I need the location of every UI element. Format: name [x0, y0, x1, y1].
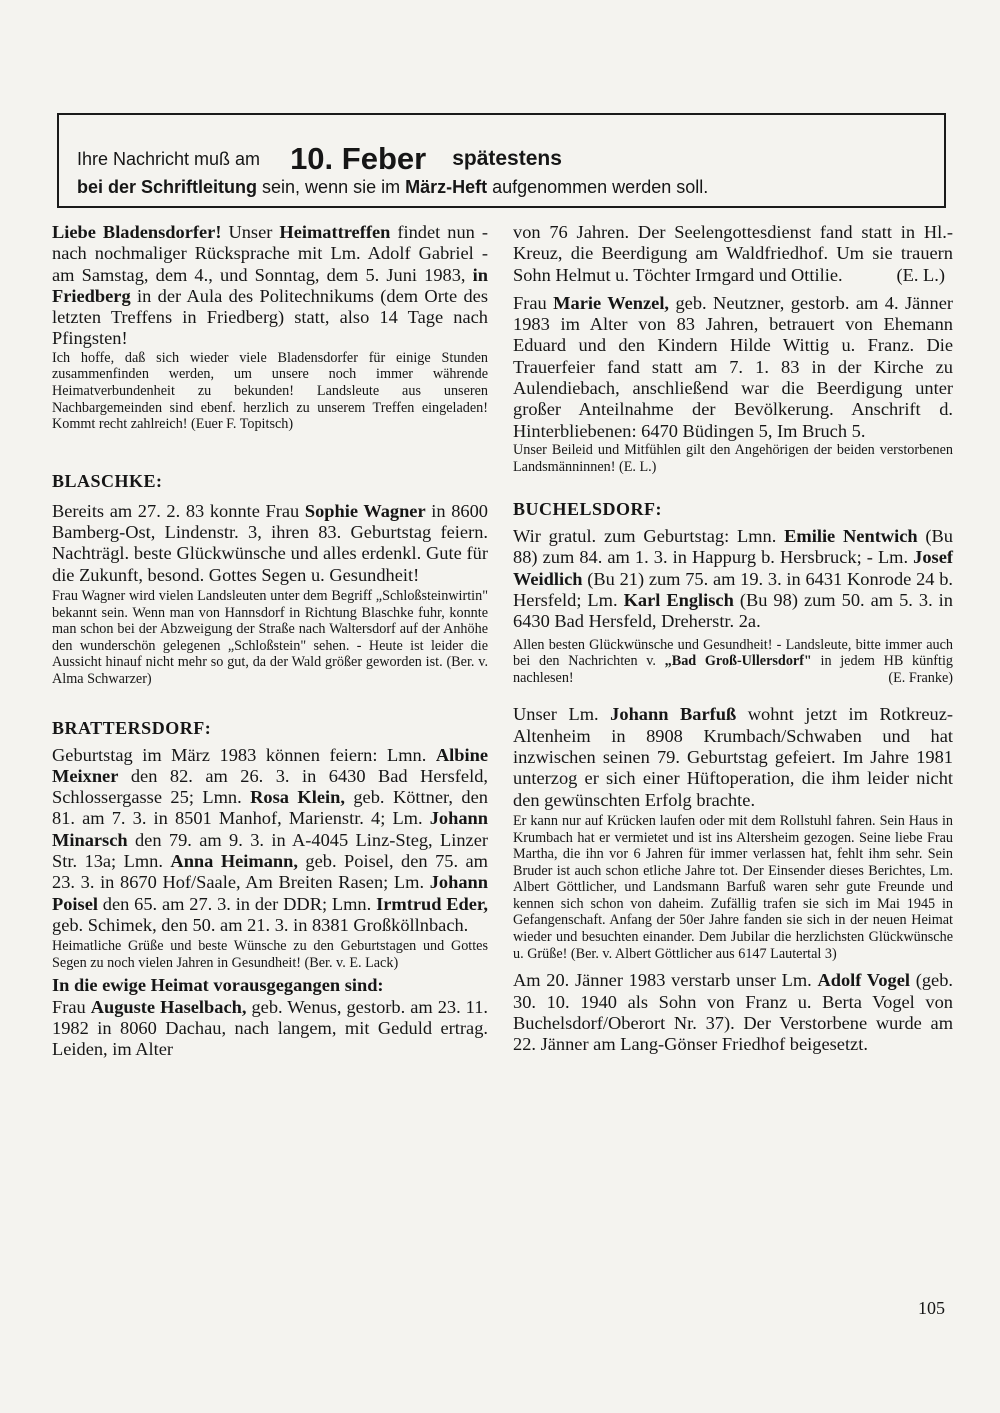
- notice-text-1: Ihre Nachricht muß am: [77, 149, 261, 169]
- text: Bereits am 27. 2. 83 konnte Frau: [52, 500, 305, 521]
- notice-text-4: aufgenommen werden soll.: [487, 177, 709, 197]
- text: geb. Wenus, gestorb. am 23. 11. 1982 in 8060 Dachau, nach langem, mit Geduld ertrag. Leiden, im Alter: [52, 996, 488, 1060]
- notice-line-2: [77, 177, 708, 198]
- text: Allen besten Glückwünsche und Gesundheit! - Landsleute, bitte immer auch bei den Nachrichten v.: [513, 636, 953, 670]
- notice-deadline: 10. Feber: [290, 141, 427, 176]
- text: geb. Neutzner, gestorb. am 4. Jänner 1983 im Alter von 83 Jahren, betrauert von Ehemann Eduard und den Kindern Hilde Wittig u. Franz. Die Trauerfeier fand statt am 7. 1. 83 in der Kirche zu Aulendiebach, anschließend war die Beerdigung unter großer Anteilnahme der Bevölkerung. Anschrift d. Hinterbliebenen: 6470 Büdingen 5, Im Bruch 5.: [513, 292, 953, 441]
- person-name: Johann Poisel: [52, 872, 488, 914]
- text: (geb. 30. 10. 1940 als Sohn von Franz u. Berta Vogel von Buchelsdorf/Oberort Nr. 37). Der Verstorbene wurde am 22. Jänner am Lang-Gönser Friedhof beigesetzt.: [513, 970, 953, 1055]
- text: (Bu 98) zum 50. am 5. 3. in 6430 Bad Hersfeld, Dreherstr. 2a.: [513, 590, 953, 632]
- text: in der Aula des Politechnikums (dem Orte des letzten Treffens in Friedberg) statt, also 14 Tage nach Pfingsten!: [52, 285, 488, 349]
- haselbach-obituary: [52, 997, 488, 1061]
- text: von 76 Jahren. Der Seelengottesdienst fand statt in Hl.-Kreuz, die Beerdigung am Waldfriedhof. Um sie trauern Sohn Helmut u. Töchter Irmgard und Ottilie.: [513, 222, 953, 285]
- person-name: Emilie Nentwich: [784, 526, 918, 547]
- text: in 8600 Bamberg-Ost, Lindenstr. 3, ihren 83. Geburtstag feiern. Nachträgl. beste Glückwünsche und alles erdenkl. Gute für die Zukunft, besond. Gottes Segen u. Gesundheit!: [52, 500, 488, 585]
- deadline-notice-box: [57, 113, 946, 208]
- text: Unser: [221, 222, 280, 242]
- notice-editor: bei der Schriftleitung: [77, 177, 258, 197]
- section-heading-brattersdorf: BRATTERSDORF:: [52, 717, 212, 738]
- condolence-note: Unser Beileid und Mitfühlen gilt den Angehörigen der beiden verstorbenen Landsmänninnen! (E. L.): [513, 441, 953, 475]
- person-name: Irmtrud Eder,: [376, 893, 488, 914]
- buchelsdorf-note: [513, 637, 953, 687]
- barfuss-note: Er kann nur auf Krücken laufen oder mit dem Rollstuhl fahren. Sein Haus in Krumbach hat er vermietet und ist ins Altersheim gezogen. Seine liebe Frau Martha, die ihn vor 6 Jahren für immer verlassen hat, fehlt ihm sehr. Sein Bruder ist auch schon etliche Jahre tot. Der Einsender dieses Berichtes, Lm. Albert Göttlicher, und Landsmann Barfuß waren sehr gute Freunde und kennen sich schon von daheim. Zufällig trafen sie sich im Mai 1945 in Gefangenschaft. Anfang der 50er Jahre fanden sie sich in der neuen Heimat wieder und besuchten einander. Dem Jubilar die herzlichsten Glückwünsche u. Grüße! (Ber. v. Albert Göttlicher aus 6147 Lautertal 3): [513, 812, 953, 962]
- blaschke-entry: [52, 501, 488, 586]
- bladensdorf-note: Ich hoffe, daß sich wieder viele Bladensdorfer für einige Stunden zusammenfinden werden, um unsere noch immer währende Heimatverbundenheit zu bekunden! Landsleute aus unseren Nachbargemeinden sind ebenf. herzlich zu unserem Treffen eingeladen! Kommt recht zahlreich! (Euer F. Topitsch): [52, 349, 488, 433]
- text: geb. Köttner, den 81. am 7. 3. in 8501 Manhof, Marienstr. 4; Lm.: [52, 787, 488, 829]
- person-name: Josef Weidlich: [513, 547, 953, 589]
- text: geb. Poisel, den 75. am 23. 3. in 8670 Hof/Saale, Am Breiten Rasen; Lm.: [52, 850, 488, 893]
- buchelsdorf-birthdays: [513, 526, 953, 632]
- section-heading-buchelsdorf: BUCHELSDORF:: [513, 499, 663, 520]
- person-name: Anna Heimann,: [170, 850, 298, 871]
- page-number: 105: [918, 1298, 945, 1318]
- person-name: Sophie Wagner: [304, 500, 426, 521]
- notice-text-3: sein, wenn sie im: [257, 177, 406, 197]
- notice-line-1: [77, 137, 562, 176]
- text: den 82. am 26. 3. in 6430 Bad Hersfeld, Schlossergasse 25; Lmn.: [52, 765, 488, 808]
- notice-issue: März-Heft: [405, 177, 488, 197]
- person-name: Johann Barfuß: [610, 704, 737, 725]
- haselbach-continued: [513, 222, 953, 286]
- person-name: Albine Meixner: [52, 744, 488, 786]
- text: den 79. am 9. 3. in A-4045 Linz-Steg, Linzer Str. 13a; Lmn.: [52, 829, 488, 871]
- bladensdorf-announcement: [52, 222, 488, 350]
- text: Frau: [513, 292, 554, 313]
- text: Frau: [52, 996, 91, 1017]
- person-name: Karl Englisch: [623, 590, 734, 611]
- text: Unser Lm.: [513, 704, 611, 725]
- text: Am 20. Jänner 1983 verstarb unser Lm.: [513, 970, 818, 991]
- text: geb. Schimek, den 50. am 21. 3. in 8381 Großköllnbach.: [52, 914, 469, 935]
- text: den 65. am 27. 3. in der DDR; Lmn.: [97, 893, 377, 914]
- person-name: Johann Minarsch: [52, 808, 488, 850]
- section-heading-blaschke: BLASCHKE:: [52, 470, 163, 491]
- vogel-obituary: [513, 970, 953, 1055]
- text: findet nun - nach nochmaliger Rücksprache mit Lm. Adolf Gabriel - am Samstag, dem 4., und Sonntag, dem 5. Juni 1983,: [52, 222, 488, 285]
- obituary-heading: In die ewige Heimat vorausgegangen sind:: [52, 975, 384, 996]
- text: wohnt jetzt im Rotkreuz-Altenheim in 8908 Krumbach/Schwaben und hat inzwischen seinen 79. Geburtstag gefeiert. Im Jahre 1981 unterzog er sich einer Hüftoperation, die ihm leider nicht den gewünschten Erfolg brachte.: [513, 704, 953, 810]
- signature: (E. Franke): [888, 669, 953, 686]
- text: in jedem HB künftig nachlesen!: [513, 653, 953, 686]
- blaschke-note: Frau Wagner wird vielen Landsleuten unter dem Begriff „Schloßsteinwirtin" bekannt sein. Wenn man von Hannsdorf in Richtung Blaschke fuhr, konnte man schon bei der Abzweigung der Straße nach Waltersdorf auf der Anhöhe den wunderschön gelegenen „Schloßstein" sehen. - Heute ist leider die Aussicht hinauf nicht mehr so gut, da der Wald größer geworden ist. (Ber. v. Alma Schwarzer): [52, 587, 488, 687]
- notice-text-2: spätestens: [452, 147, 562, 170]
- right-column: [513, 222, 953, 1055]
- greeting: Liebe Bladensdorfer!: [52, 222, 222, 242]
- text: (Bu 21) zum 75. am 19. 3. in 6431 Konrode 24 b. Hersfeld; Lm.: [513, 568, 953, 611]
- text: Wir gratul. zum Geburtstag: Lmn.: [513, 526, 785, 547]
- left-column: [52, 222, 488, 1061]
- barfuss-entry: [513, 704, 953, 810]
- text: Geburtstag im März 1983 können feiern: Lmn.: [52, 744, 436, 765]
- person-name: Marie Wenzel,: [553, 292, 670, 313]
- wenzel-obituary: [513, 293, 953, 442]
- emphasis: „Bad Groß-Ullersdorf": [664, 653, 812, 670]
- person-name: Rosa Klein,: [250, 787, 345, 808]
- brattersdorf-birthdays: [52, 745, 488, 937]
- text: (Bu 88) zum 84. am 1. 3. in Happurg b. Hersbruck; - Lm.: [513, 526, 953, 568]
- signature: (E. L.): [896, 264, 945, 285]
- person-name: Adolf Vogel: [817, 970, 911, 991]
- emphasis: in Friedberg: [52, 264, 488, 306]
- person-name: Auguste Haselbach,: [90, 996, 247, 1017]
- emphasis: Heimattreffen: [279, 222, 391, 242]
- brattersdorf-note: Heimatliche Grüße und beste Wünsche zu den Geburtstagen und Gottes Segen zu noch vielen Jahren in Gesundheit! (Ber. v. E. Lack): [52, 938, 488, 971]
